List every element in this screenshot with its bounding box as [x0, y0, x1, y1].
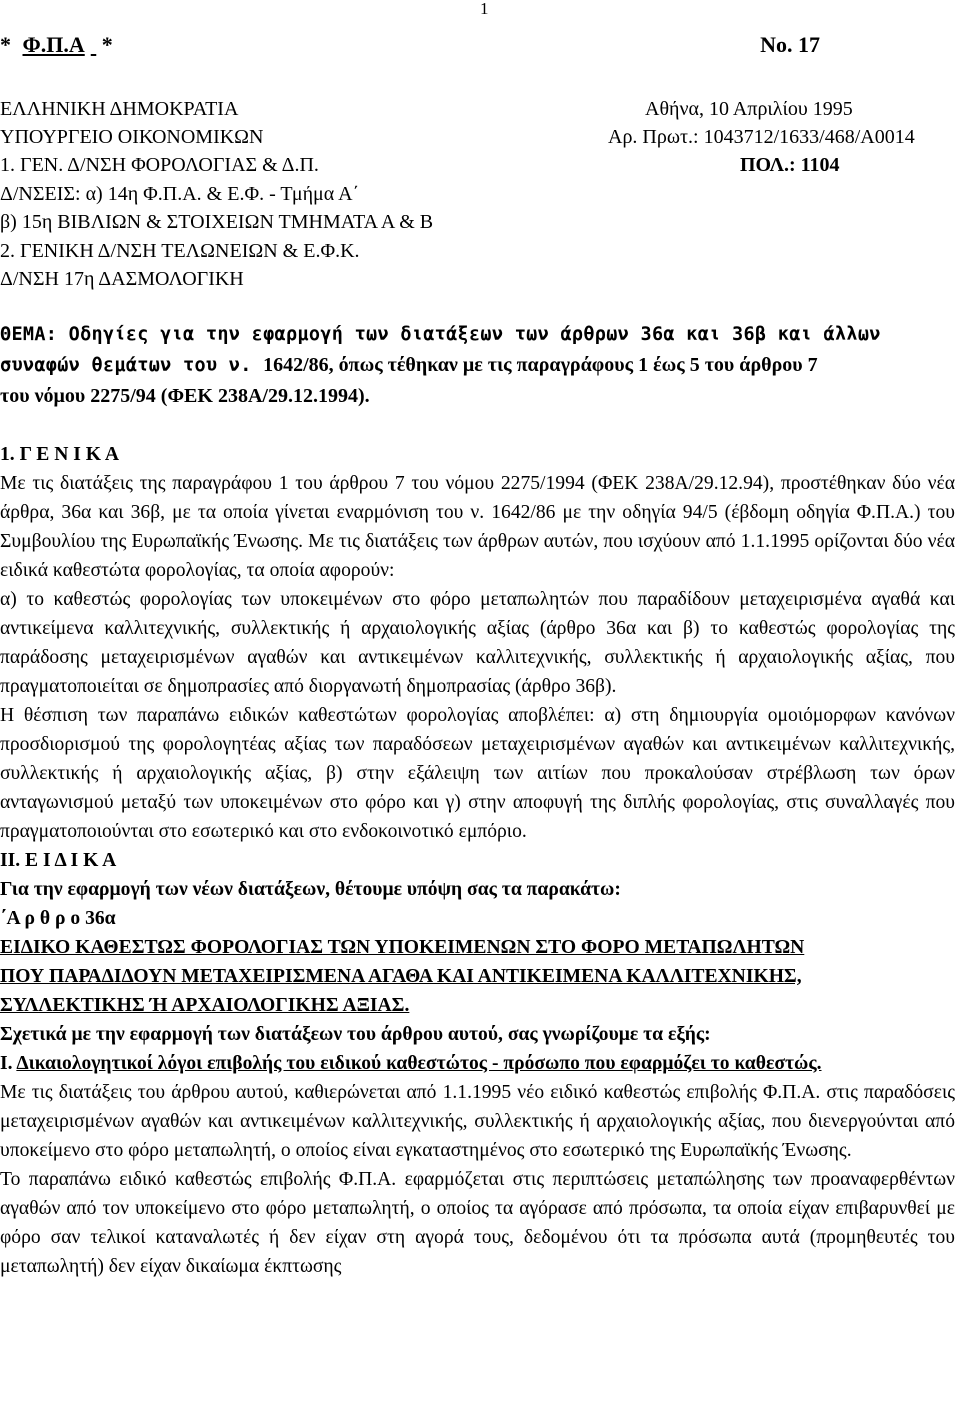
subject-line: 1642/86, όπως τέθηκαν με τις παραγράφους 1 έως 5 του άρθρου 7 [263, 354, 818, 376]
sender-line: Δ/ΝΣΕΙΣ: α) 14η Φ.Π.Α. & Ε.Φ. - Τμήμα Α΄ [0, 183, 360, 205]
title-suffix: * [101, 32, 113, 57]
sender-line: ΕΛΛΗΝΙΚΗ ΔΗΜΟΚΡΑΤΙΑ [0, 98, 239, 120]
section-heading: ΙΙ. Ε Ι Δ Ι Κ Α [0, 850, 117, 871]
subject-block [0, 320, 952, 411]
document-date: Αθήνα, 10 Απριλίου 1995 [645, 98, 853, 120]
subject-line: ΘΕΜΑ: Οδηγίες για την εφαρμογή των διατάξεων των άρθρων 36α και 36β και άλλων [0, 324, 881, 345]
sender-line: 2. ΓΕΝΙΚΗ Δ/ΝΣΗ ΤΕΛΩΝΕΙΩΝ & Ε.Φ.Κ. [0, 240, 360, 262]
section-general [0, 440, 955, 1281]
sender-line: 1. ΓΕΝ. Δ/ΝΣΗ ΦΟΡΟΛΟΓΙΑΣ & Δ.Π. [0, 154, 319, 176]
article-title: ΕΙΔΙΚΟ ΚΑΘΕΣΤΩΣ ΦΟΡΟΛΟΓΙΑΣ ΤΩΝ ΥΠΟΚΕΙΜΕΝΩΝ ΣΤΟ ΦΟΡΟ ΜΕΤΑΠΩΛΗΤΩΝ ΠΟΥ ΠΑΡΑΔΙΔΟΥΝ ΜΕΤΑΧΕΙΡΙΣΜΕΝΑ ΑΓΑΘΑ ΚΑΙ ΑΝΤΙΚΕΙΜΕΝΑ ΚΑΛΛΙΤΕΧΝΙΚΗΣ, ΣΥΛΛΕΚΤΙΚΗΣ Ή ΑΡΧΑΙΟΛΟΓΙΚΗΣ ΑΞΙΑΣ. [0, 937, 805, 1016]
article-heading: ΄Α ρ θ ρ ο 36α [0, 908, 116, 929]
notice-text: Σχετικά με την εφαρμογή των διατάξεων του άρθρου αυτού, σας γνωρίζουμε τα εξής: [0, 1024, 711, 1045]
subsection-number: Ι. [0, 1053, 13, 1074]
paragraph: Με τις διατάξεις της παραγράφου 1 του άρθρου 7 του νόμου 2275/1994 (ΦΕΚ 238Α/29.12.94), προστέθηκαν δύο νέα άρθρα, 36α και 36β, με τα οποία γίνεται εναρμόνιση του ν. 1642/86 με την οδηγία 94/5 (έβδομη οδηγία Φ.Π.Α.) του Συμβουλίου της Ευρωπαϊκής Ένωσης. Με τις διατάξεις των άρθρων αυτών, που ισχύουν από 1.1.1995 ορίζονται δύο νέα ειδικά καθεστώτα φορολογίας, τα οποία αφορούν: [0, 473, 955, 581]
paragraph: Το παραπάνω ειδικό καθεστώς επιβολής Φ.Π.Α. εφαρμόζεται στις περιπτώσεις μεταπώλησης των προαναφερθέντων αγαθών από τον υποκείμενο στο φόρο μεταπωλητή, ο οποίος τα αγόρασε από πρόσωπα, τα οποία είχαν επιβαρυνθεί με φόρο σαν τελικοί καταναλωτές ή δεν είχαν στη αγορά τους, δεδομένου ότι τα πρόσωπα αυτά (προμηθευτές του μεταπωλητή) δεν είχαν δικαίωμα έκπτωσης [0, 1169, 955, 1277]
sender-line: Δ/ΝΣΗ 17η ΔΑΣΜΟΛΟΓΙΚΗ [0, 268, 244, 290]
page-number: 1 [480, 0, 489, 18]
sender-line: β) 15η ΒΙΒΛΙΩΝ & ΣΤΟΙΧΕΙΩΝ ΤΜΗΜΑΤΑ Α & Β [0, 211, 434, 233]
paragraph: α) το καθεστώς φορολογίας των υποκειμένων στο φόρο μεταπωλητών που παραδίδουν μεταχειρισμένα αγαθά και αντικείμενα καλλιτεχνικής, συλλεκτικής ή αρχαιολογικής αξίας (άρθρο 36α και β) το καθεστώς φορολογίας της παράδοσης μεταχειρισμένων αγαθών και αντικειμένων καλλιτεχνικής, συλλεκτικής ή αρχαιολογικής αξίας, που πραγματοποιείται σε δημοπρασίες από διοργανωτή δημοπρασίας (άρθρο 36β). [0, 589, 955, 697]
sender-line: ΥΠΟΥΡΓΕΙΟ ΟΙΚΟΝΟΜΙΚΩΝ [0, 126, 264, 148]
protocol-number: Αρ. Πρωτ.: 1043712/1633/468/Α0014 [608, 126, 915, 148]
paragraph: Η θέσπιση των παραπάνω ειδικών καθεστώτων φορολογίας αποβλέπει: α) στη δημιουργία ομοιόμορφων κανόνων προσδιορισμού της φορολογητέας αξίας των παραδόσεων μεταχειρισμένων αγαθών και αντικειμένων καλλιτεχνικής, συλλεκτικής ή αρχαιολογικής αξίας, β) στην εξάλειψη των αιτίων που προκαλούσαν στρέβλωση των όρων ανταγωνισμού μεταξύ των υποκειμένων στο φόρο και γ) στην αποφυγή της διπλής φορολογίας, στις συναλλαγές που πραγματοποιούνται στο εσωτερικό και στο ενδοκοινοτικό εμπόριο. [0, 705, 955, 842]
document-title [0, 32, 113, 58]
pol-number: ΠΟΛ.: 1104 [740, 154, 840, 176]
section-heading: 1. Γ Ε Ν Ι Κ Α [0, 444, 119, 465]
subsection-title: Δικαιολογητικοί λόγοι επιβολής του ειδικού καθεστώτος - πρόσωπο που εφαρμόζει το καθεστώς. [16, 1053, 822, 1074]
title-text: Φ.Π.Α [22, 32, 85, 57]
intro-text: Για την εφαρμογή των νέων διατάξεων, θέτουμε υπόψη σας τα παρακάτω: [0, 879, 621, 900]
paragraph: Με τις διατάξεις του άρθρου αυτού, καθιερώνεται από 1.1.1995 νέο ειδικό καθεστώς επιβολής Φ.Π.Α. στις παραδόσεις μεταχειρισμένων αγαθών και αντικειμένων καλλιτεχνικής, συλλεκτικής ή αρχαιολογικής αξίας, που διενεργούνται από υποκείμενο στο φόρο μεταπωλητή, ο οποίος είναι εγκαταστημένος στο εσωτερικό της Ευρωπαϊκής Ένωσης. [0, 1082, 955, 1161]
subject-line: του νόμου 2275/94 (ΦΕΚ 238Α/29.12.1994). [0, 385, 370, 407]
title-prefix: * [0, 32, 11, 57]
document-number: No. 17 [760, 32, 820, 57]
subject-line: συναφών θεμάτων του ν. [0, 355, 252, 376]
